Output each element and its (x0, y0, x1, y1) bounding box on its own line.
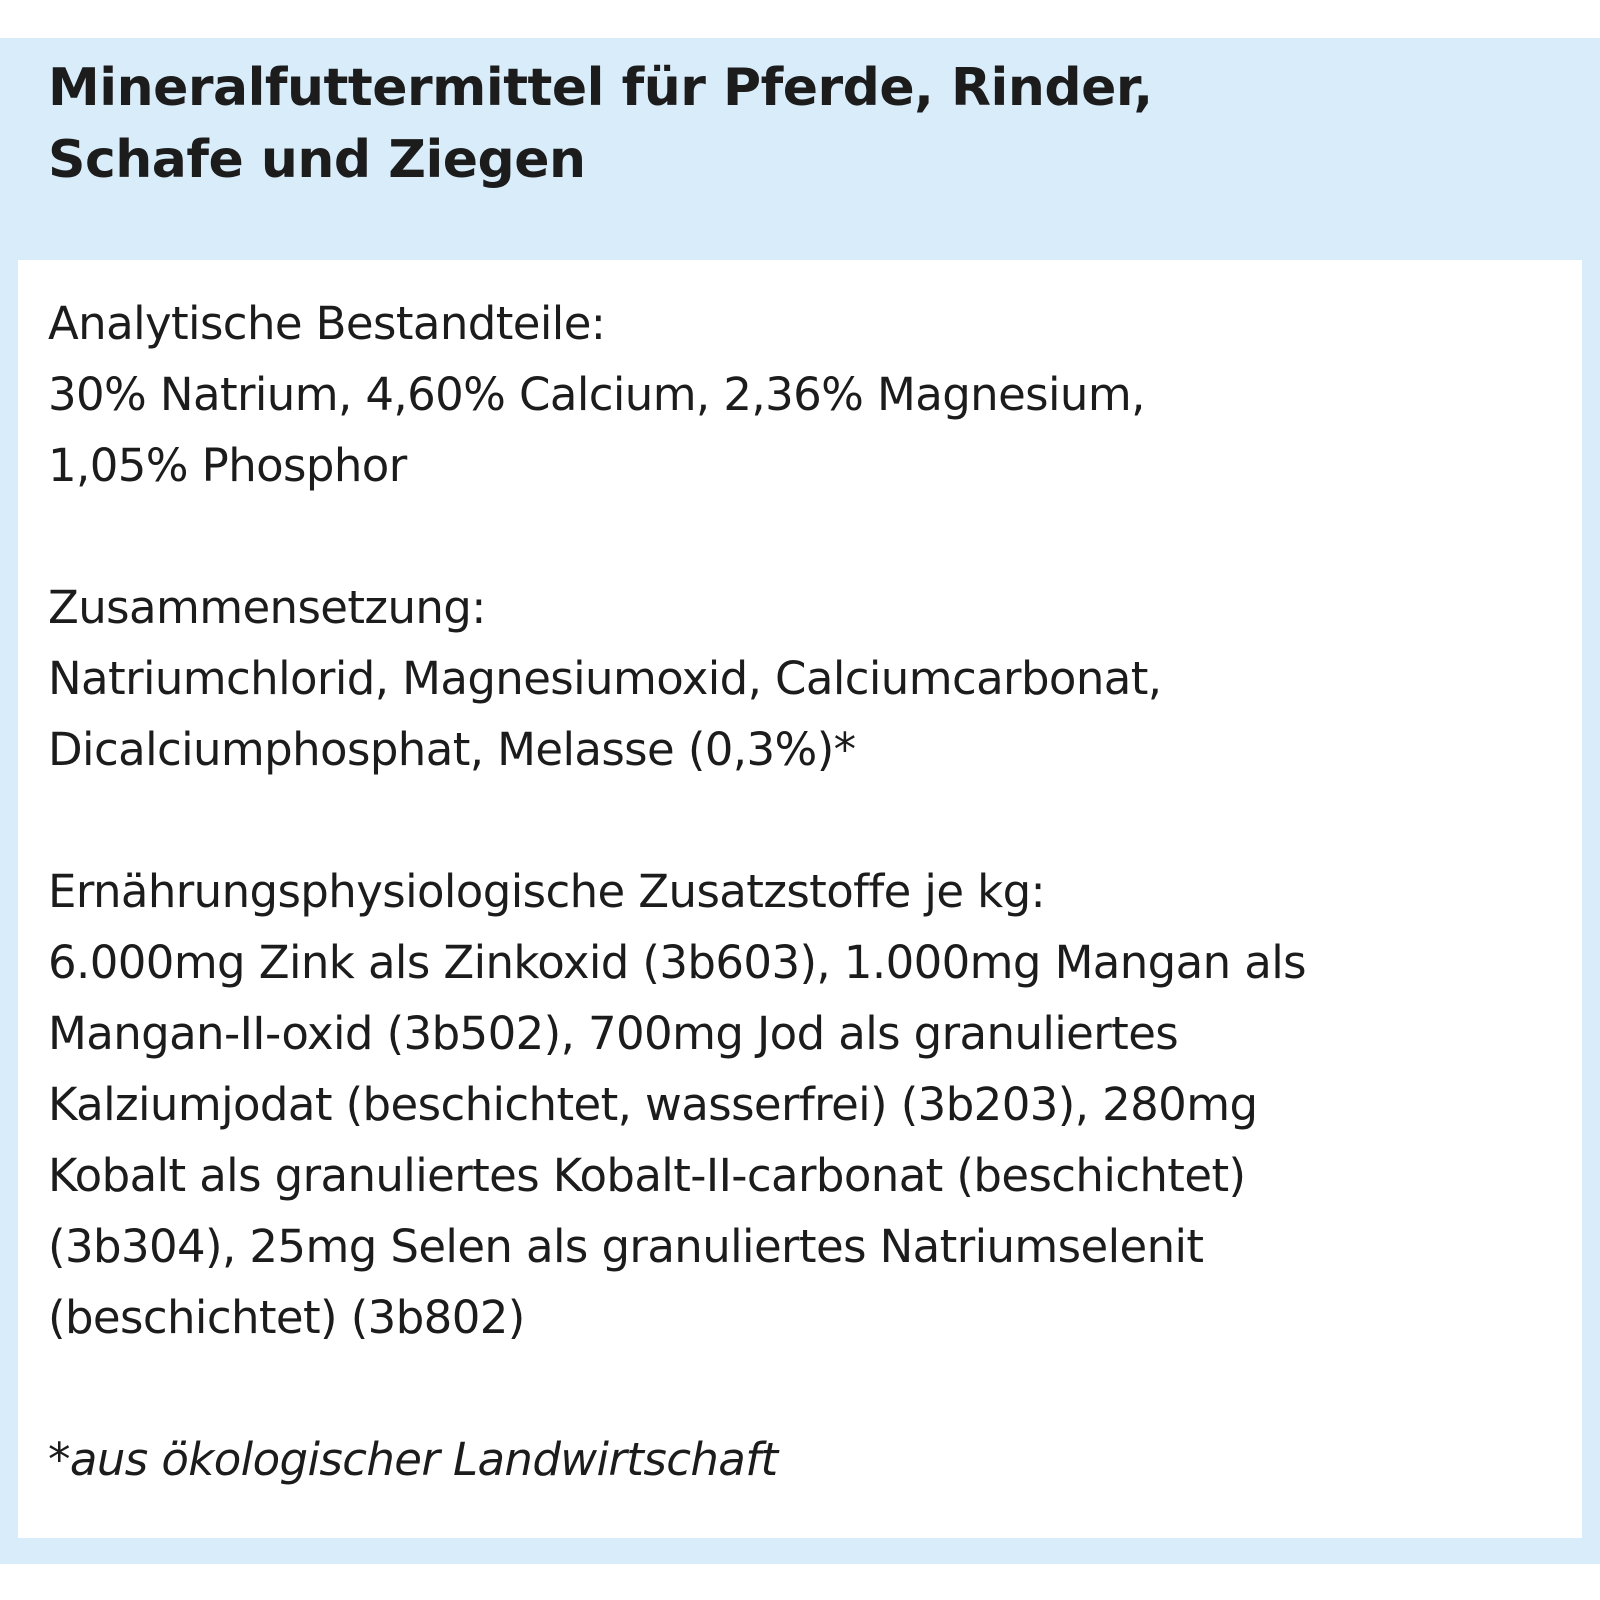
nutritional-additives (48, 856, 1548, 1353)
analytical-heading: Analytische Bestandteile: (48, 297, 606, 350)
composition-heading: Zusammensetzung: (48, 581, 486, 634)
label-content (48, 288, 1548, 1495)
analytical-constituents (48, 288, 1548, 501)
composition (48, 572, 1548, 785)
additives-line: Kobalt als granuliertes Kobalt-II-carbonat (beschichtet) (48, 1149, 1246, 1202)
additives-line: 6.000mg Zink als Zinkoxid (3b603), 1.000mg Mangan als (48, 936, 1306, 989)
label-title-line-2: Schafe und Ziegen (48, 130, 586, 190)
composition-line: Natriumchlorid, Magnesiumoxid, Calciumcarbonat, (48, 652, 1162, 705)
analytical-line: 1,05% Phosphor (48, 439, 407, 492)
additives-line: Kalziumjodat (beschichtet, wasserfrei) (3b203), 280mg (48, 1078, 1258, 1131)
label-body (18, 260, 1582, 1538)
organic-footnote (48, 1424, 1548, 1495)
additives-heading: Ernährungsphysiologische Zusatzstoffe je kg: (48, 865, 1046, 918)
additives-line: (3b304), 25mg Selen als granuliertes Natriumselenit (48, 1220, 1204, 1273)
composition-line: Dicalciumphosphat, Melasse (0,3%)* (48, 723, 856, 776)
additives-line: Mangan-II-oxid (3b502), 700mg Jod als granuliertes (48, 1007, 1179, 1060)
additives-line: (beschichtet) (3b802) (48, 1291, 525, 1344)
analytical-line: 30% Natrium, 4,60% Calcium, 2,36% Magnesium, (48, 368, 1145, 421)
label-title (48, 52, 1548, 196)
footnote-text: *aus ökologischer Landwirtschaft (48, 1433, 778, 1486)
label-title-line-1: Mineralfuttermittel für Pferde, Rinder, (48, 58, 1153, 118)
